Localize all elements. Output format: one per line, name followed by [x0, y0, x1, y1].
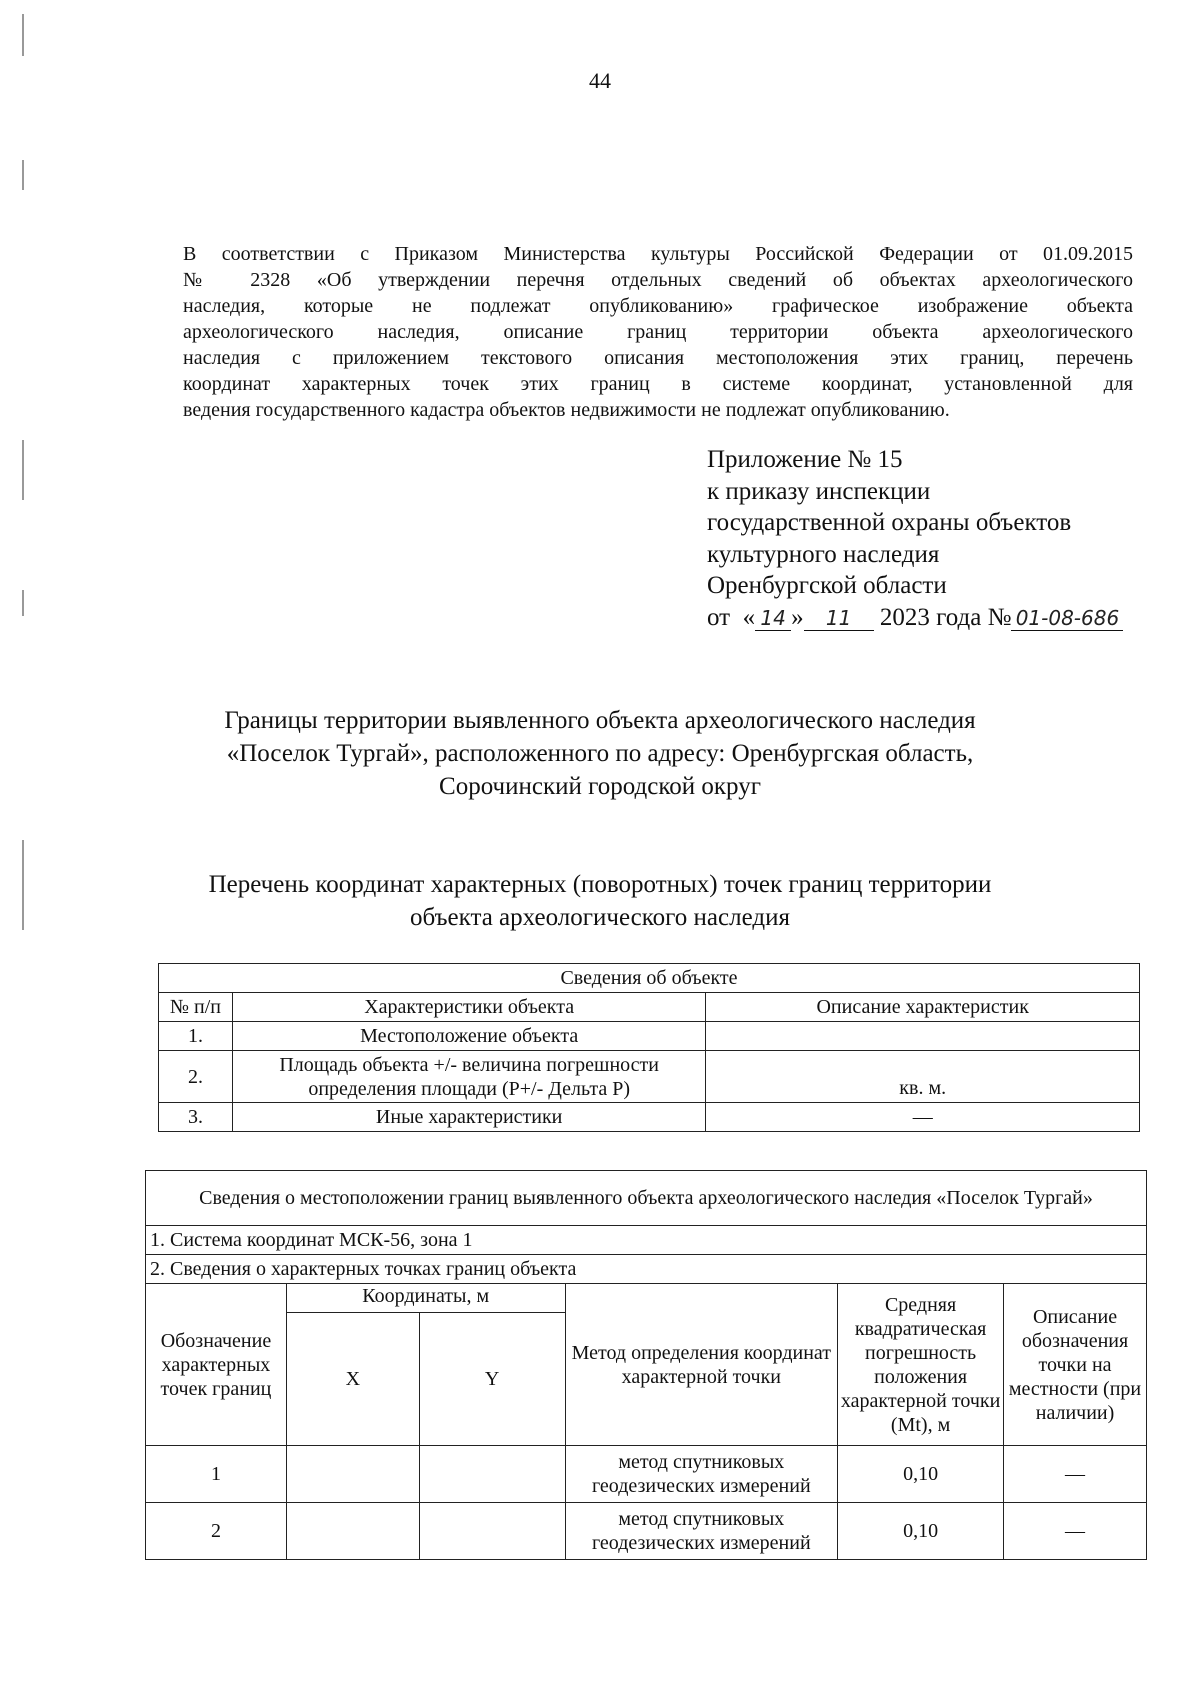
subtitle-line: Перечень координат характерных (поворотных) точек границ территории	[208, 871, 992, 898]
header-method: Метод определения координат характерной точки	[565, 1284, 838, 1446]
row-name: Площадь объекта +/- величина погрешности определения площади (Р+/- Дельта Р)	[232, 1051, 706, 1103]
notice-line: ведения государственного кадастра объектов недвижимости не подлежат опубликованию.	[183, 399, 950, 421]
cell-x	[286, 1503, 419, 1560]
notice-line: координат характерных точек этих границ в системе координат, установленной для	[183, 373, 1133, 395]
approval-date-line	[707, 602, 1123, 634]
approval-line: Оренбургской области	[707, 572, 947, 599]
cell-accuracy: 0,10	[838, 1446, 1004, 1503]
notice-line: наследия с приложением текстового описания местоположения этих границ, перечень	[183, 347, 1133, 369]
notice-line: наследия, которые не подлежат опубликованию» графическое изображение объекта	[183, 295, 1133, 317]
approval-line: культурного наследия	[707, 540, 940, 568]
boundary-points-table	[145, 1170, 1147, 1560]
table-row	[146, 1446, 1147, 1503]
cell-point: 1	[146, 1446, 287, 1503]
handwritten-day: 14	[755, 606, 791, 631]
row-name: Местоположение объекта	[232, 1022, 706, 1051]
object-table-caption: Сведения об объекте	[159, 964, 1140, 993]
row-value: кв. м.	[706, 1051, 1140, 1103]
approval-line: к приказу инспекции	[707, 477, 931, 505]
object-info-table	[158, 963, 1140, 1132]
cell-description: —	[1004, 1446, 1147, 1503]
header-y: Y	[419, 1313, 565, 1446]
header-description: Описание характеристик	[706, 993, 1140, 1022]
header-characteristic: Характеристики объекта	[232, 993, 706, 1022]
cell-x	[286, 1446, 419, 1503]
date-prefix: от	[707, 603, 731, 631]
cell-y	[419, 1503, 565, 1560]
cell-point: 2	[146, 1503, 287, 1560]
cell-description: —	[1004, 1503, 1147, 1560]
quote-open: «	[742, 603, 756, 631]
table-row	[159, 1051, 1140, 1103]
cell-y	[419, 1446, 565, 1503]
notice-line: В соответствии с Приказом Министерства культуры Российской Федерации от 01.09.2015	[183, 243, 1133, 265]
table-row	[146, 1503, 1147, 1560]
header-x: X	[286, 1313, 419, 1446]
approval-line: государственной охраны объектов	[707, 509, 1072, 536]
title-line: Границы территории выявленного объекта археологического наследия	[224, 707, 976, 734]
header-coordinates: Координаты, м	[286, 1284, 565, 1313]
cell-method: метод спутниковых геодезических измерений	[565, 1446, 838, 1503]
scan-artifact	[22, 160, 24, 190]
handwritten-order-number: 01-08-686	[1011, 606, 1123, 631]
row-name: Иные характеристики	[232, 1103, 706, 1132]
document-title	[0, 704, 1200, 803]
cell-method: метод спутниковых геодезических измерений	[565, 1503, 838, 1560]
quote-close: »	[791, 603, 804, 631]
header-accuracy: Средняя квадратическая погрешность положения характерной точки (Mt), м	[838, 1284, 1004, 1446]
title-line: Сорочинский городской округ	[439, 773, 761, 800]
table-row	[159, 1022, 1140, 1051]
approval-block	[707, 444, 1123, 633]
header-point-description: Описание обозначения точки на местности (при наличии)	[1004, 1284, 1147, 1446]
boundary-table-caption: Сведения о местоположении границ выявленного объекта археологического наследия «Поселок Тургай»	[146, 1171, 1147, 1226]
publication-notice	[183, 241, 1133, 423]
title-line: «Поселок Тургай», расположенного по адресу: Оренбургская область,	[226, 740, 974, 767]
points-caption: 2. Сведения о характерных точках границ объекта	[146, 1255, 1147, 1284]
year-text: 2023 года №	[879, 603, 1012, 631]
notice-line: археологического наследия, описание границ территории объекта археологического	[183, 321, 1133, 343]
header-num: № п/п	[159, 993, 233, 1022]
cell-accuracy: 0,10	[838, 1503, 1004, 1560]
notice-line: № 2328 «Об утверждении перечня отдельных сведений об объектах археологического	[183, 269, 1133, 291]
header-designation: Обозначение характерных точек границ	[146, 1284, 287, 1446]
row-value: —	[706, 1103, 1140, 1132]
row-num: 2.	[159, 1051, 233, 1103]
scan-artifact	[22, 590, 24, 616]
scan-artifact	[22, 14, 24, 56]
page-number: 44	[589, 68, 611, 93]
subtitle-line: объекта археологического наследия	[410, 904, 790, 931]
coordinate-system: 1. Система координат МСК-56, зона 1	[146, 1226, 1147, 1255]
row-num: 3.	[159, 1103, 233, 1132]
handwritten-month: 11	[804, 606, 874, 631]
table-row	[159, 1103, 1140, 1132]
row-num: 1.	[159, 1022, 233, 1051]
approval-line: Приложение № 15	[707, 446, 903, 473]
scan-artifact	[22, 440, 24, 500]
document-subtitle	[0, 868, 1200, 934]
row-value	[706, 1022, 1140, 1051]
